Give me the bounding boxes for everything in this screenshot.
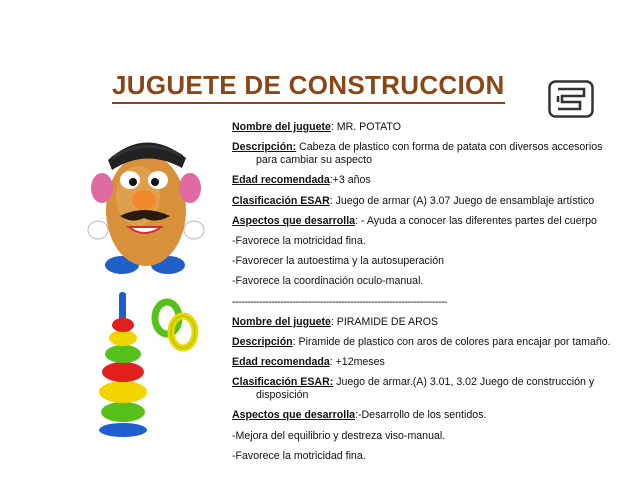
toy1-esar-value: : Juego de armar (A) 3.07 Juego de ensamblaje artístico bbox=[329, 194, 595, 207]
toy1-desc-line bbox=[232, 141, 617, 167]
ring-pyramid-image bbox=[95, 290, 205, 440]
toy2-esar-line bbox=[232, 376, 617, 402]
toy2-esar-value: Juego de armar.(A) 3.01, 3.02 Juego de construcción y disposición bbox=[256, 376, 595, 402]
toy1-aspects-line bbox=[232, 215, 617, 228]
toy1-name-value: : MR. POTATO bbox=[330, 121, 401, 133]
toy2-name-value: : PIRAMIDE DE AROS bbox=[330, 315, 439, 328]
content-block bbox=[232, 121, 617, 470]
toy2-esar-label: Clasificación ESAR: bbox=[232, 376, 334, 389]
toy2-bullet: -Favorece la motricidad fina. bbox=[232, 449, 366, 462]
toy2-age-label: Edad recomendada bbox=[232, 356, 330, 369]
toy1-name-label: Nombre del juguete bbox=[232, 121, 331, 133]
toy1-age-label: Edad recomendada bbox=[232, 174, 330, 187]
toy2-bullet: -Mejora del equilibrio y destreza viso-manual. bbox=[232, 429, 446, 442]
toy1-esar-line bbox=[232, 195, 617, 208]
toy2-desc-line bbox=[232, 336, 617, 349]
toy1-name-line bbox=[232, 121, 617, 134]
toy2-age-value: : +12meses bbox=[329, 356, 385, 369]
toy1-age-line bbox=[232, 174, 617, 187]
separator-line: ----------------------------------------------------------------------- bbox=[232, 295, 447, 308]
toy1-age-value: :+3 años bbox=[329, 174, 371, 187]
toy2-aspects-value: :-Desarrollo de los sentidos. bbox=[355, 409, 487, 422]
toy2-name-label: Nombre del juguete bbox=[232, 315, 331, 328]
page-title: JUGUETE DE CONSTRUCCION bbox=[112, 70, 505, 104]
esar-classification-icon bbox=[548, 80, 594, 118]
toy1-desc-value: Cabeza de plastico con forma de patata con diversos accesorios para cambiar su aspecto bbox=[256, 141, 603, 167]
mr-potato-image bbox=[86, 118, 206, 280]
toy2-aspects-line bbox=[232, 409, 617, 422]
toy2-name-line bbox=[232, 316, 617, 329]
toy1-desc-label: Descripción: bbox=[232, 141, 297, 154]
toy1-bullet: -Favorece la motricidad fina. bbox=[232, 234, 366, 247]
toy1-aspects-value: : - Ayuda a conocer las diferentes partes del cuerpo bbox=[355, 214, 597, 227]
toy2-desc-label: Descripción bbox=[232, 335, 293, 348]
toy1-aspects-label: Aspectos que desarrolla bbox=[232, 214, 356, 227]
toy1-bullet: -Favorecer la autoestima y la autosuperación bbox=[232, 255, 444, 268]
toy2-desc-value: : Piramide de plastico con aros de colores para encajar por tamaño. bbox=[292, 335, 611, 348]
toy2-age-line bbox=[232, 356, 617, 369]
toy1-esar-label: Clasificación ESAR bbox=[232, 194, 330, 207]
toy1-bullet: -Favorece la coordinación oculo-manual. bbox=[232, 275, 424, 288]
toy2-aspects-label: Aspectos que desarrolla bbox=[232, 409, 356, 422]
